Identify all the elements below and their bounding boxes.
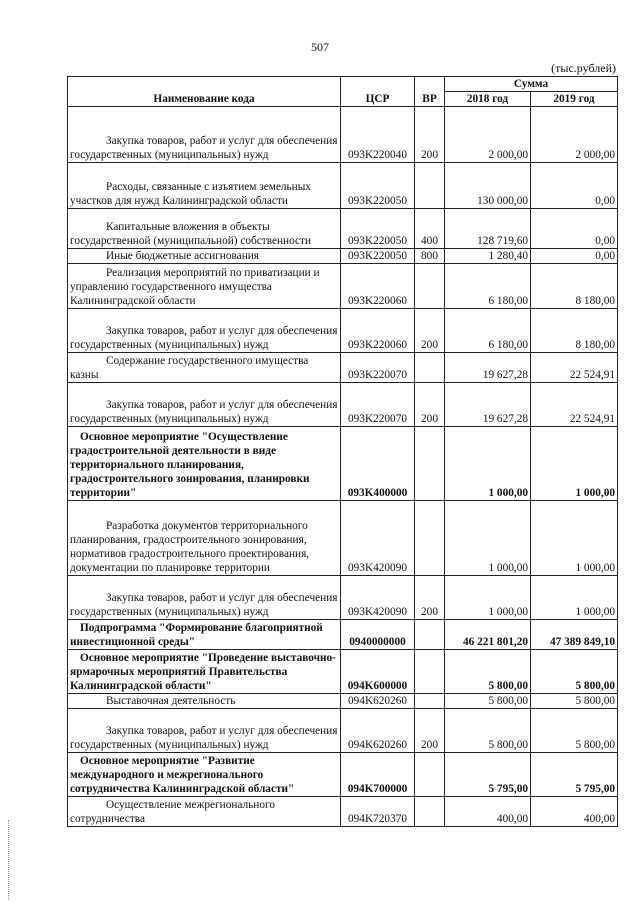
row-name-cell: Закупка товаров, работ и услуг для обеспечения государственных (муниципальных) нужд <box>68 709 341 753</box>
row-name-cell: Закупка товаров, работ и услуг для обеспечения государственных (муниципальных) нужд <box>68 383 341 427</box>
row-name-cell: Разработка документов территориального планирования, градостроительного зонирования, нормативов градостроительного проектирования, документации по планировке территории <box>68 501 341 576</box>
row-vr-cell <box>415 753 445 797</box>
row-vr-cell <box>415 501 445 576</box>
row-csr-cell: 093K220050 <box>341 249 415 264</box>
table-row <box>68 264 618 309</box>
row-vr-cell <box>415 694 445 709</box>
row-2019-cell: 1 000,00 <box>531 501 618 576</box>
header-vr: ВР <box>415 77 445 107</box>
row-csr-cell: 094K620260 <box>341 709 415 753</box>
row-name-cell: Закупка товаров, работ и услуг для обеспечения государственных (муниципальных) нужд <box>68 107 341 163</box>
row-2019-cell: 0,00 <box>531 163 618 209</box>
row-vr-cell <box>415 264 445 309</box>
header-sum: Сумма <box>445 77 618 92</box>
row-csr-cell: 093K420090 <box>341 501 415 576</box>
row-name-cell: Основное мероприятие "Проведение выставочно-ярмарочных мероприятий Правительства Калининградской области" <box>68 650 341 694</box>
row-name-cell: Расходы, связанные с изъятием земельных участков для нужд Калининградской области <box>68 163 341 209</box>
table-row <box>68 163 618 209</box>
row-name-cell: Реализация мероприятий по приватизации и управлению государственного имущества Калининградской области <box>68 264 341 309</box>
header-csr: ЦСР <box>341 77 415 107</box>
row-csr-cell: 094K600000 <box>341 650 415 694</box>
row-csr-cell: 093K220050 <box>341 163 415 209</box>
row-name-cell: Осуществление межрегионального сотрудничества <box>68 797 341 827</box>
row-vr-cell: 200 <box>415 709 445 753</box>
row-2019-cell: 5 795,00 <box>531 753 618 797</box>
row-2019-cell: 5 800,00 <box>531 694 618 709</box>
row-2019-cell: 0,00 <box>531 249 618 264</box>
table-body <box>68 107 618 827</box>
row-2019-cell: 5 800,00 <box>531 709 618 753</box>
table-row <box>68 576 618 620</box>
row-2019-cell: 8 180,00 <box>531 264 618 309</box>
unit-note: (тыс.рублей) <box>551 61 616 75</box>
table-row <box>68 209 618 249</box>
row-vr-cell <box>415 353 445 383</box>
row-vr-cell <box>415 427 445 501</box>
row-csr-cell: 093K220060 <box>341 264 415 309</box>
table-row <box>68 427 618 501</box>
table-row <box>68 753 618 797</box>
header-row <box>68 77 618 92</box>
page-number: 507 <box>311 40 329 54</box>
row-2019-cell: 0,00 <box>531 209 618 249</box>
table-row <box>68 249 618 264</box>
row-2019-cell: 2 000,00 <box>531 107 618 163</box>
row-2019-cell: 1 000,00 <box>531 427 618 501</box>
row-name-cell: Иные бюджетные ассигнования <box>68 249 341 264</box>
row-2018-cell: 6 180,00 <box>445 309 531 353</box>
header-name: Наименование кода <box>68 77 341 107</box>
row-vr-cell <box>415 797 445 827</box>
row-2018-cell: 46 221 801,20 <box>445 620 531 650</box>
row-2018-cell: 400,00 <box>445 797 531 827</box>
row-2018-cell: 1 000,00 <box>445 501 531 576</box>
row-csr-cell: 093K420090 <box>341 576 415 620</box>
row-csr-cell: 094K700000 <box>341 753 415 797</box>
row-csr-cell: 094K620260 <box>341 694 415 709</box>
table-row <box>68 797 618 827</box>
row-2018-cell: 1 000,00 <box>445 427 531 501</box>
row-2018-cell: 1 000,00 <box>445 576 531 620</box>
row-vr-cell: 200 <box>415 107 445 163</box>
row-2019-cell: 5 800,00 <box>531 650 618 694</box>
budget-table <box>67 76 618 827</box>
row-vr-cell: 200 <box>415 309 445 353</box>
row-name-cell: Основное мероприятие "Осуществление градостроительной деятельности в виде территориального планирования, градостроительного зонирования, планировки территории" <box>68 427 341 501</box>
row-2018-cell: 130 000,00 <box>445 163 531 209</box>
row-vr-cell: 400 <box>415 209 445 249</box>
row-name-cell: Капитальные вложения в объекты государственной (муниципальной) собственности <box>68 209 341 249</box>
header-2018: 2018 год <box>445 92 531 107</box>
row-name-cell: Закупка товаров, работ и услуг для обеспечения государственных (муниципальных) нужд <box>68 309 341 353</box>
row-2018-cell: 128 719,60 <box>445 209 531 249</box>
row-2019-cell: 22 524,91 <box>531 383 618 427</box>
row-2019-cell: 8 180,00 <box>531 309 618 353</box>
row-csr-cell: 093K220050 <box>341 209 415 249</box>
table-row <box>68 309 618 353</box>
row-2019-cell: 1 000,00 <box>531 576 618 620</box>
row-csr-cell: 093K220070 <box>341 383 415 427</box>
row-csr-cell: 093K220070 <box>341 353 415 383</box>
row-vr-cell: 200 <box>415 383 445 427</box>
row-csr-cell: 093K220060 <box>341 309 415 353</box>
row-name-cell: Подпрограмма "Формирование благоприятной инвестиционной среды" <box>68 620 341 650</box>
row-vr-cell: 800 <box>415 249 445 264</box>
table-row <box>68 353 618 383</box>
row-vr-cell <box>415 620 445 650</box>
row-csr-cell: 093K220040 <box>341 107 415 163</box>
row-2019-cell: 22 524,91 <box>531 353 618 383</box>
row-vr-cell <box>415 163 445 209</box>
row-2018-cell: 19 627,28 <box>445 383 531 427</box>
row-2018-cell: 5 800,00 <box>445 650 531 694</box>
row-2018-cell: 1 280,40 <box>445 249 531 264</box>
row-2019-cell: 47 389 849,10 <box>531 620 618 650</box>
row-2018-cell: 6 180,00 <box>445 264 531 309</box>
table-row <box>68 650 618 694</box>
row-2018-cell: 2 000,00 <box>445 107 531 163</box>
table-row <box>68 501 618 576</box>
row-csr-cell: 0940000000 <box>341 620 415 650</box>
row-2018-cell: 19 627,28 <box>445 353 531 383</box>
row-vr-cell <box>415 650 445 694</box>
row-csr-cell: 094K720370 <box>341 797 415 827</box>
row-2019-cell: 400,00 <box>531 797 618 827</box>
row-2018-cell: 5 800,00 <box>445 694 531 709</box>
table-row <box>68 383 618 427</box>
row-name-cell: Выставочная деятельность <box>68 694 341 709</box>
row-2018-cell: 5 800,00 <box>445 709 531 753</box>
scan-edge-mark <box>8 820 10 900</box>
row-vr-cell: 200 <box>415 576 445 620</box>
header-2019: 2019 год <box>531 92 618 107</box>
table-row <box>68 107 618 163</box>
row-name-cell: Основное мероприятие "Развитие международного и межрегионального сотрудничества Калининградской области" <box>68 753 341 797</box>
row-name-cell: Содержание государственного имущества казны <box>68 353 341 383</box>
table-row <box>68 709 618 753</box>
row-name-cell: Закупка товаров, работ и услуг для обеспечения государственных (муниципальных) нужд <box>68 576 341 620</box>
row-csr-cell: 093K400000 <box>341 427 415 501</box>
table-row <box>68 620 618 650</box>
table-row <box>68 694 618 709</box>
row-2018-cell: 5 795,00 <box>445 753 531 797</box>
